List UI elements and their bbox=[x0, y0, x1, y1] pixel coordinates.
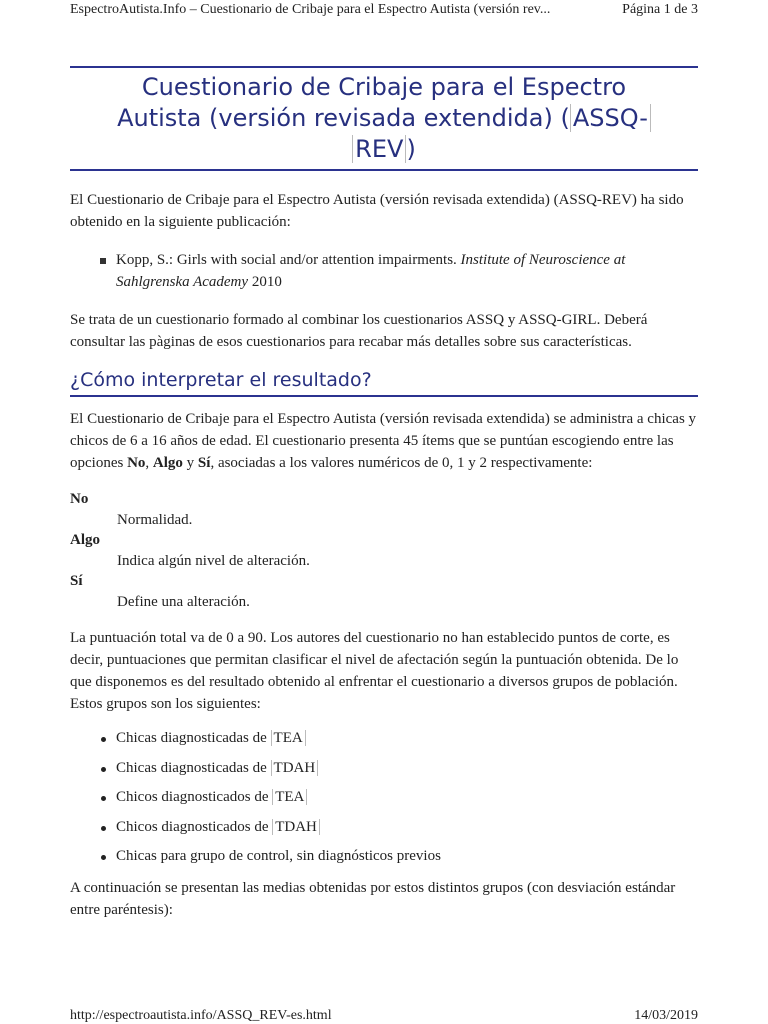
list-item: Chicas diagnosticadas de TDAH bbox=[100, 757, 698, 779]
reference-authors: Kopp, S.: Girls with social and/or attention impairments. bbox=[116, 252, 461, 268]
title-block bbox=[70, 66, 698, 171]
footer-date: 14/03/2019 bbox=[634, 1008, 698, 1023]
scale-term-no: No bbox=[70, 491, 89, 507]
reference-item bbox=[100, 249, 698, 293]
option-no: No bbox=[127, 455, 146, 471]
option-si: Sí bbox=[197, 455, 211, 471]
scale-definition-list bbox=[70, 490, 698, 613]
reference-source: Institute of Neuroscience at Sahlgrenska Academy bbox=[116, 252, 626, 290]
abbreviation-tdah: TDAH bbox=[272, 819, 320, 835]
list-item: Chicos diagnosticados de TEA bbox=[100, 786, 698, 808]
list-item: Chicos diagnosticados de TDAH bbox=[100, 816, 698, 838]
page-footer bbox=[70, 1006, 698, 1024]
document-body bbox=[70, 66, 698, 921]
reference-list bbox=[70, 249, 698, 293]
section-heading: ¿Cómo interpretar el resultado? bbox=[70, 367, 698, 397]
description-paragraph: Se trata de un cuestionario formado al combinar los cuestionarios ASSQ y ASSQ-GIRL. Deberá consultar las pàginas de esos cuestionarios para recabar más detalles sobre sus características. bbox=[70, 312, 648, 350]
scoring-paragraph: La puntuación total va de 0 a 90. Los autores del cuestionario no han establecido puntos de corte, es decir, puntuaciones que permitan clasificar el nivel de afectación según la puntuación obtenida. De lo que disponemos es del resultado obtenido al enfrentar el cuestionario a diversos grupos de población. Estos grupos son los siguientes: bbox=[70, 630, 679, 712]
title-line-1: Cuestionario de Cribaje para el Espectro bbox=[141, 73, 627, 101]
results-intro-paragraph: A continuación se presentan las medias obtenidas por estos distintos grupos (con desviación estándar entre paréntesis): bbox=[70, 880, 676, 918]
header-document-title: EspectroAutista.Info – Cuestionario de Cribaje para el Espectro Autista (versión rev... bbox=[70, 2, 551, 17]
reference-year: 2010 bbox=[248, 274, 282, 290]
title-line-3-text: ) bbox=[406, 135, 416, 163]
interpretation-paragraph bbox=[70, 408, 698, 474]
interpretation-sep-2: y bbox=[182, 455, 198, 471]
population-groups-list bbox=[70, 727, 698, 867]
title-line-2-text: Autista (versión revisada extendida) ( bbox=[117, 104, 570, 132]
scale-definition-algo: Indica algún nivel de alteración. bbox=[117, 553, 310, 569]
abbreviation-tea: TEA bbox=[271, 730, 306, 746]
page-title bbox=[70, 72, 698, 165]
title-abbreviation-part-1: ASSQ- bbox=[570, 104, 651, 132]
interpretation-text-2: , asociadas a los valores numéricos de 0, 1 y 2 respectivamente: bbox=[210, 455, 593, 471]
abbreviation-tdah: TDAH bbox=[271, 760, 319, 776]
intro-paragraph: El Cuestionario de Cribaje para el Espectro Autista (versión revisada extendida) (ASSQ-REV) ha sido obtenido en la siguiente publicación: bbox=[70, 192, 684, 230]
scale-term-si: Sí bbox=[70, 573, 83, 589]
scale-term-algo: Algo bbox=[70, 532, 100, 548]
interpretation-sep-1: , bbox=[145, 455, 153, 471]
header-page-number: Página 1 de 3 bbox=[622, 2, 698, 17]
list-item: Chicas diagnosticadas de TEA bbox=[100, 727, 698, 749]
page-header bbox=[70, 0, 698, 20]
footer-url[interactable]: http://espectroautista.info/ASSQ_REV-es.html bbox=[70, 1008, 332, 1023]
option-algo: Algo bbox=[152, 455, 183, 471]
list-item: Chicas para grupo de control, sin diagnósticos previos bbox=[100, 845, 698, 867]
scale-definition-no: Normalidad. bbox=[117, 512, 193, 528]
title-abbreviation-part-2: REV bbox=[352, 135, 406, 163]
interpretation-text-1: El Cuestionario de Cribaje para el Espectro Autista (versión revisada extendida) se administra a chicas y chicos de 6 a 16 años de edad. El cuestionario presenta 45 ítems que se puntúan escogiendo entre las opciones bbox=[70, 411, 697, 471]
scale-definition-si: Define una alteración. bbox=[117, 594, 250, 610]
abbreviation-tea: TEA bbox=[272, 789, 307, 805]
